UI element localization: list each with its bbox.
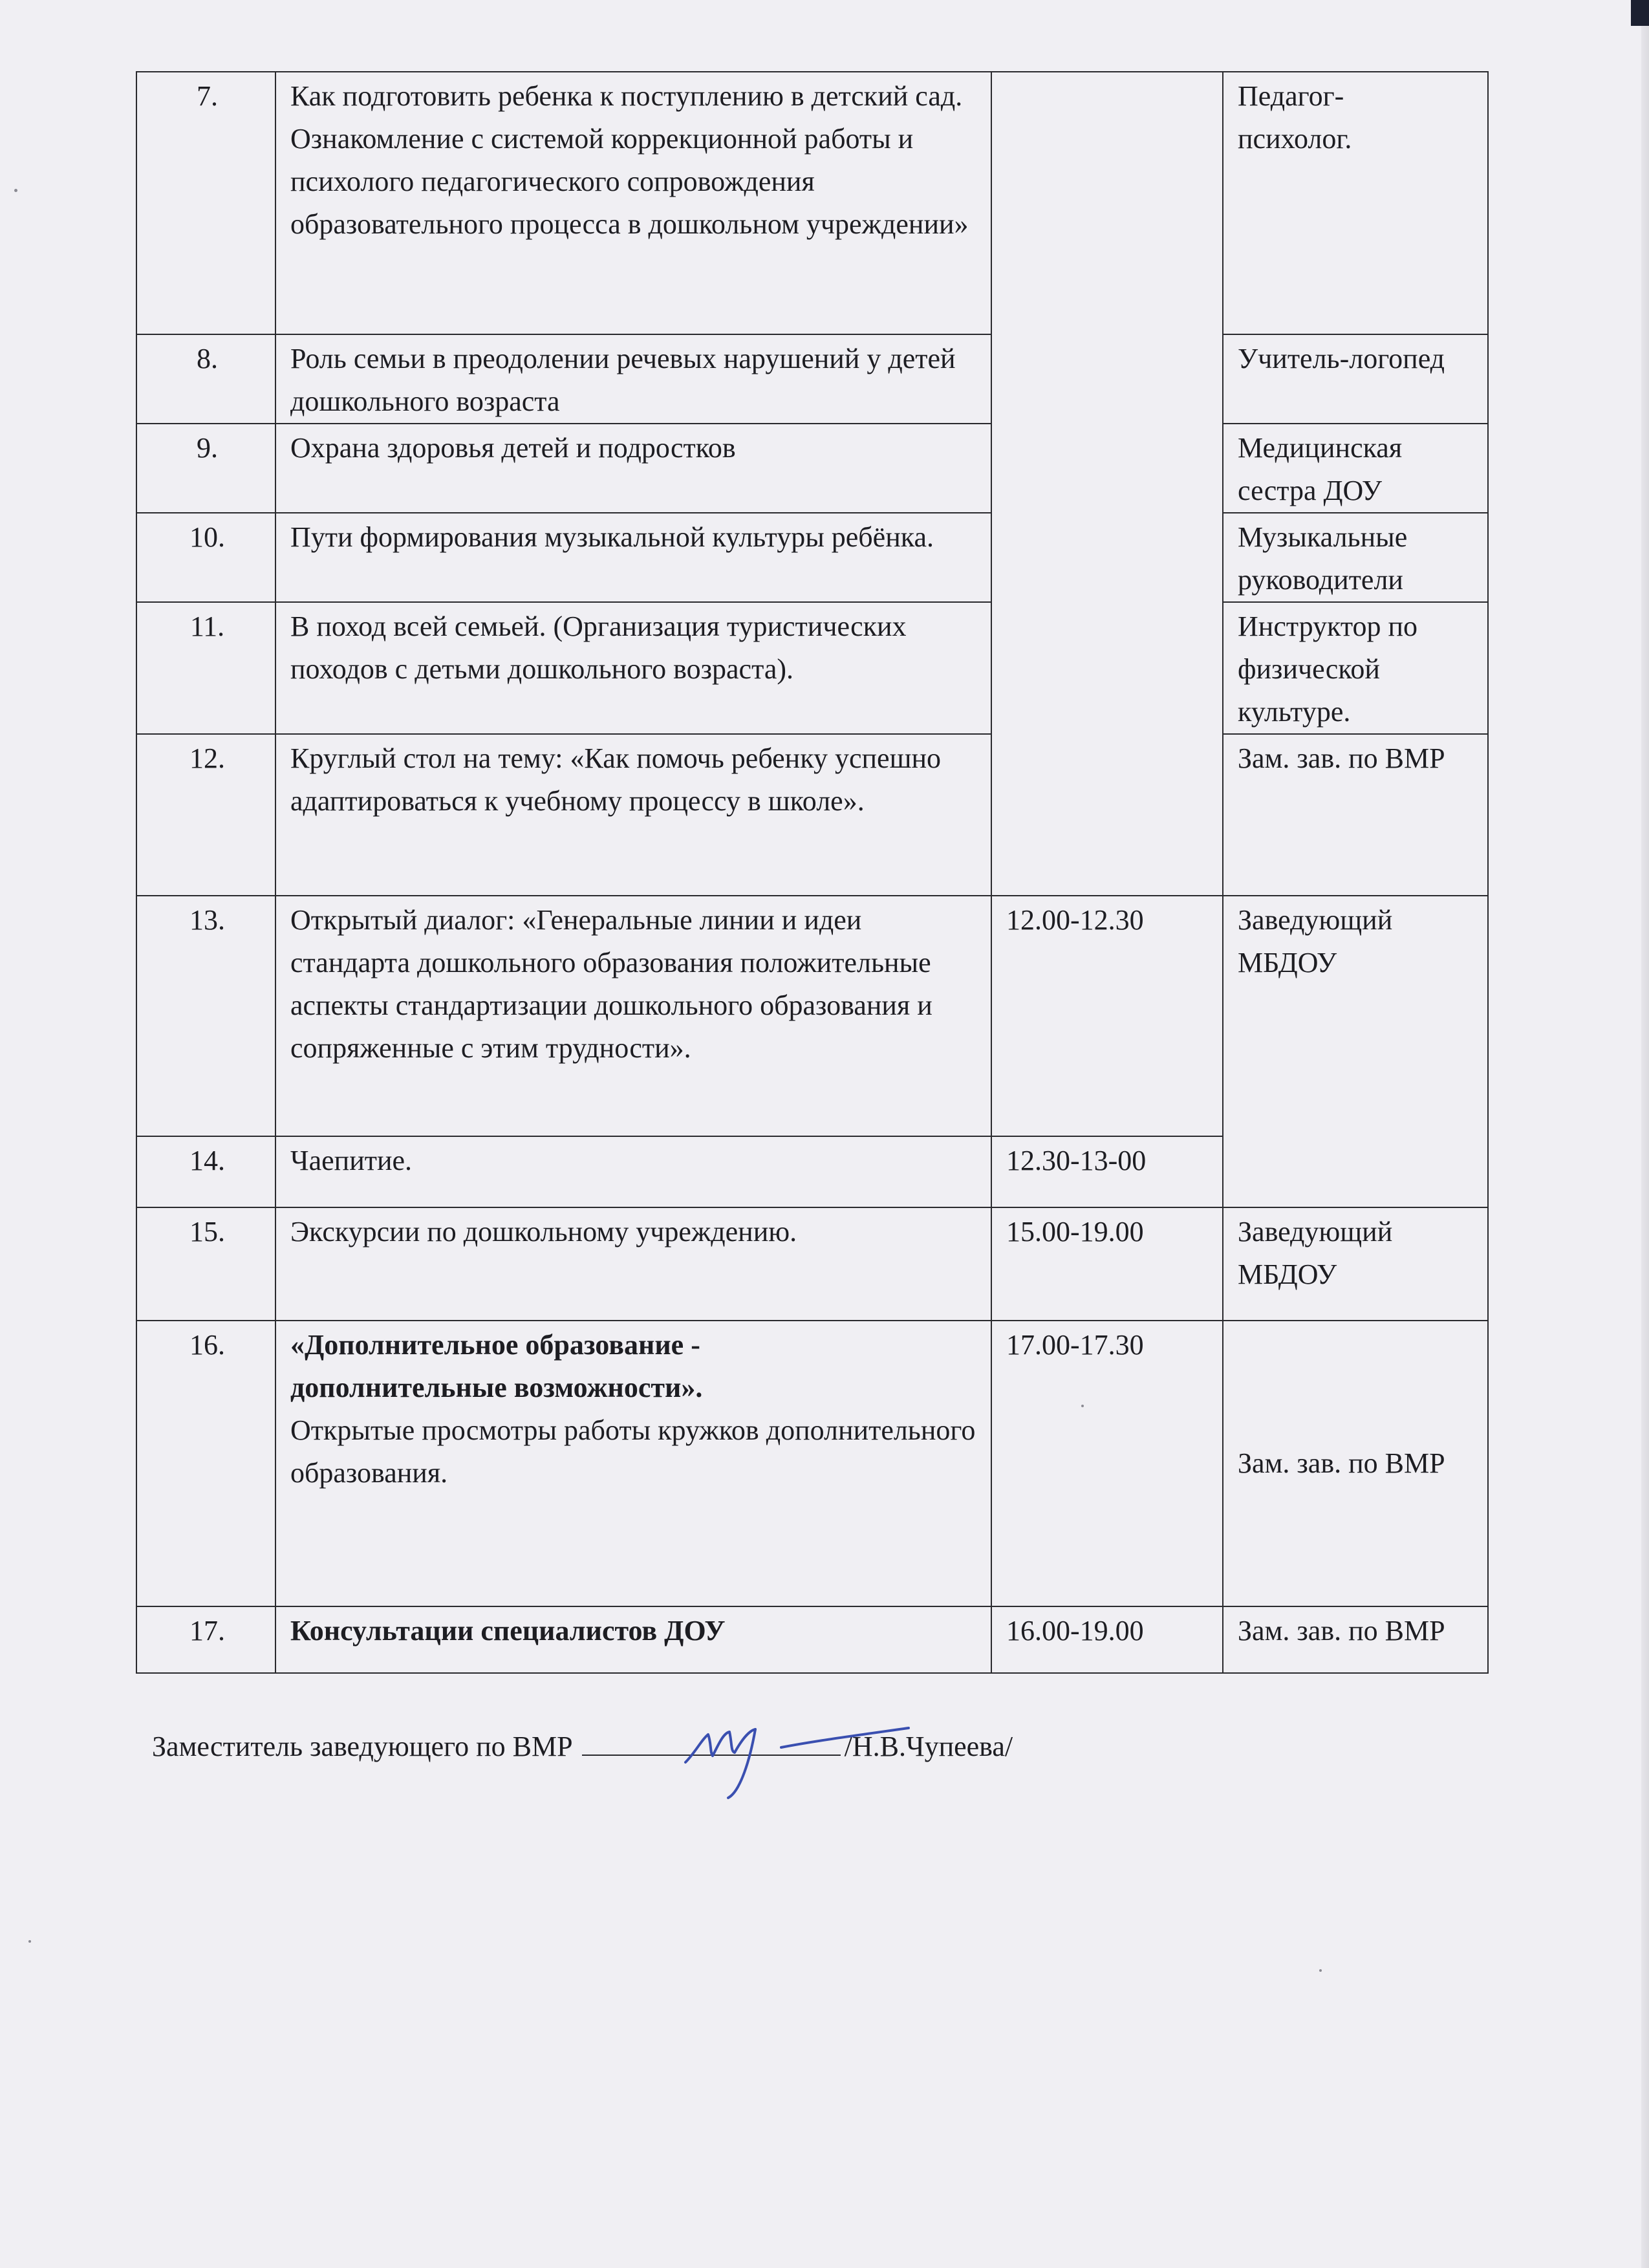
signer-name: /Н.В.Чупеева/ (844, 1731, 1013, 1762)
row-responsible (1223, 424, 1488, 513)
row-topic (275, 424, 991, 513)
topic-text: Как подготовить ребенка к поступлению в детский сад. Ознакомление с системой коррекционной работы и психолого педагогического сопровождения образовательного процесса в дошкольном учреждении» (290, 80, 969, 240)
table-row (136, 1321, 1488, 1606)
row-topic (275, 334, 991, 424)
table-row (136, 72, 1488, 334)
topic-text: В поход всей семьей. (Организация туристических походов с детьми дошкольного возраста). (290, 610, 907, 685)
table-row (136, 602, 1488, 734)
topic-text: Круглый стол на тему: «Как помочь ребенку успешно адаптироваться к учебному процессу в школе». (290, 742, 942, 817)
row-responsible (1223, 1606, 1488, 1673)
row-responsible (1223, 513, 1488, 602)
scan-speck (1319, 1969, 1322, 1972)
row-topic (275, 602, 991, 734)
row-topic (275, 734, 991, 896)
row-time: 17.00-17.30 (991, 1321, 1223, 1606)
row-responsible (1223, 602, 1488, 734)
topic-title-bold: Консультации специалистов ДОУ (290, 1615, 726, 1647)
row-number: 13. (136, 896, 275, 1136)
row-number: 8. (136, 334, 275, 424)
row-time-merged (991, 72, 1223, 896)
responsible-text: Зам. зав. по ВМР (1238, 1615, 1445, 1647)
row-number: 17. (136, 1606, 275, 1673)
row-number: 16. (136, 1321, 275, 1606)
responsible-text: Заведующий МБДОУ (1238, 904, 1393, 978)
table-row (136, 734, 1488, 896)
row-number: 15. (136, 1207, 275, 1321)
table-row (136, 513, 1488, 602)
responsible-text: Зам. зав. по ВМР (1238, 742, 1445, 774)
row-time: 15.00-19.00 (991, 1207, 1223, 1321)
topic-text: Роль семьи в преодолении речевых нарушений у детей дошкольного возраста (290, 343, 956, 417)
row-time: 12.30-13-00 (991, 1136, 1223, 1207)
topic-text: Охрана здоровья детей и подростков (290, 432, 736, 464)
table-row (136, 334, 1488, 424)
row-responsible (1223, 334, 1488, 424)
row-topic (275, 896, 991, 1136)
topic-text: Экскурсии по дошкольному учреждению. (290, 1216, 797, 1247)
topic-text: Открытые просмотры работы кружков дополнительного образования. (290, 1414, 976, 1489)
table-row (136, 1606, 1488, 1673)
scan-speck (28, 1940, 31, 1943)
row-topic (275, 513, 991, 602)
table-row (136, 1207, 1488, 1321)
row-number: 14. (136, 1136, 275, 1207)
row-responsible (1223, 734, 1488, 896)
row-time: 16.00-19.00 (991, 1606, 1223, 1673)
row-responsible (1223, 1207, 1488, 1321)
row-responsible (1223, 72, 1488, 334)
row-responsible (1223, 896, 1488, 1207)
handwritten-signature (673, 1688, 931, 1804)
responsible-text: Зам. зав. по ВМР (1238, 1447, 1445, 1479)
row-topic (275, 72, 991, 334)
signer-position: Заместитель заведующего по ВМР (152, 1731, 573, 1762)
topic-text: Чаепитие. (290, 1145, 413, 1176)
scan-edge (1641, 0, 1649, 2268)
row-number: 10. (136, 513, 275, 602)
topic-text: Открытый диалог: «Генеральные линии и идеи стандарта дошкольного образования положительные аспекты стандартизации дошкольного образования и сопряженные с этим трудности». (290, 904, 932, 1064)
table-row (136, 896, 1488, 1136)
row-responsible (1223, 1321, 1488, 1606)
scan-speck (14, 189, 17, 192)
scan-shadow (1591, 0, 1649, 26)
schedule-table (136, 71, 1489, 1674)
row-topic (275, 1136, 991, 1207)
responsible-text: Учитель-логопед (1238, 343, 1445, 374)
responsible-text: Педагог- психолог. (1238, 80, 1352, 155)
topic-text: Пути формирования музыкальной культуры ребёнка. (290, 521, 934, 553)
topic-title-bold: «Дополнительное образование - дополнительные возможности». (290, 1329, 703, 1403)
responsible-text: Медицинская сестра ДОУ (1238, 432, 1403, 506)
responsible-text: Заведующий МБДОУ (1238, 1216, 1393, 1290)
row-number: 9. (136, 424, 275, 513)
row-topic (275, 1606, 991, 1673)
row-number: 11. (136, 602, 275, 734)
row-time: 12.00-12.30 (991, 896, 1223, 1136)
responsible-text: Инструктор по физической культуре. (1238, 610, 1418, 728)
table-row (136, 424, 1488, 513)
row-number: 12. (136, 734, 275, 896)
row-number: 7. (136, 72, 275, 334)
row-topic (275, 1321, 991, 1606)
row-topic (275, 1207, 991, 1321)
responsible-text: Музыкальные руководители (1238, 521, 1408, 596)
